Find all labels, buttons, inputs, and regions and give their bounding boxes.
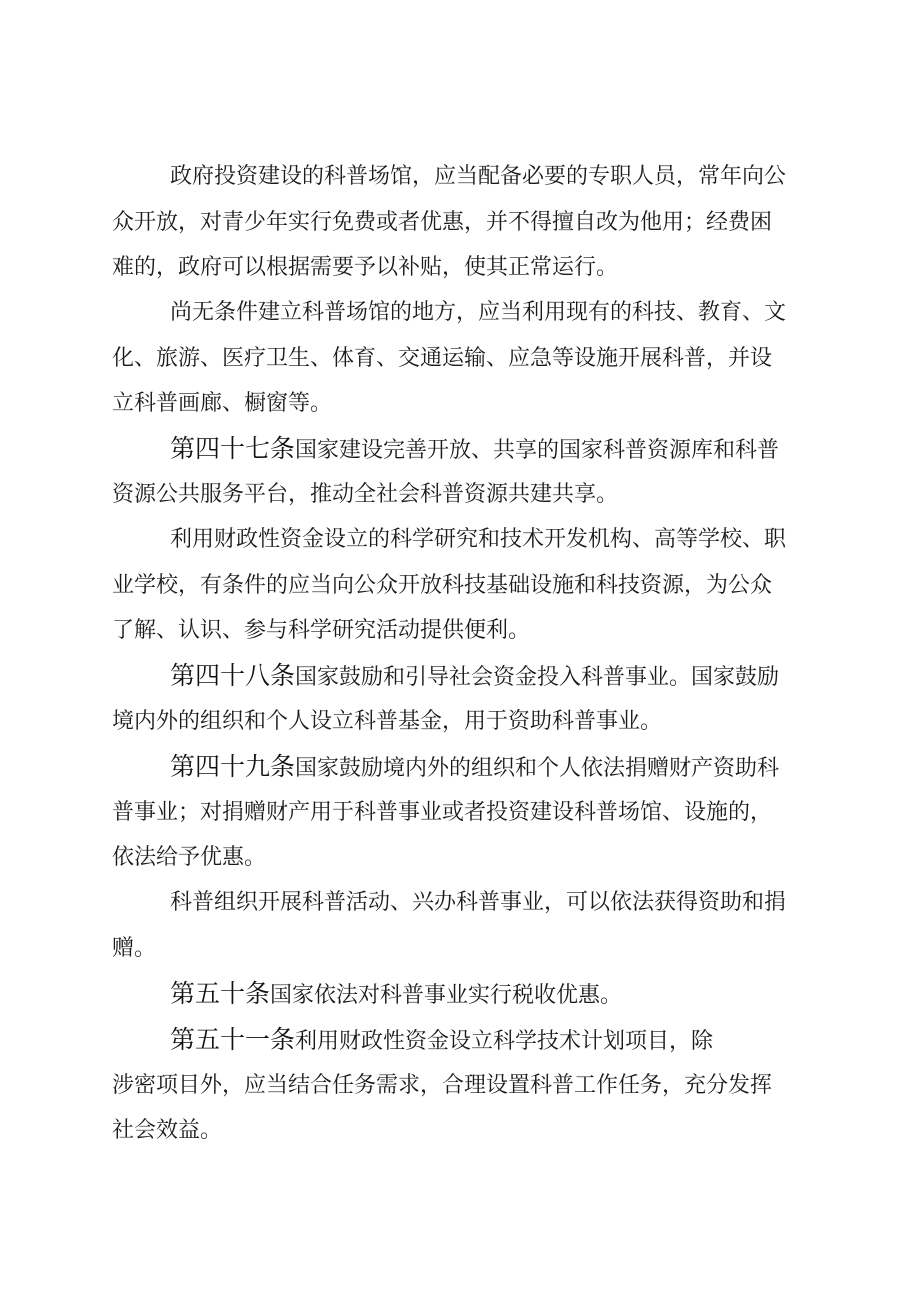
text-line: 境内外的组织和个人设立科普基金，用于资助科普事业。 [112,709,663,734]
text-line: 国家鼓励和引导社会资金投入科普事业。国家鼓励 [295,665,780,690]
text-line: 了解、认识、参与科学研究活动提供便利。 [112,618,531,643]
text-line: 国家建设完善开放、共享的国家科普资源库和科普 [295,438,780,463]
text-line: 国家鼓励境内外的组织和个人依法捐赠财产资助科 [295,756,780,781]
text-line: 依法给予优惠。 [112,845,267,870]
text-line: 赠。 [112,936,157,961]
text-line: 普事业；对捐赠财产用于科普事业或者投资建设科普场馆、设施的， [112,800,773,825]
text-line: 利用财政性资金设立的科学研究和技术开发机构、高等学校、职 [170,527,787,552]
text-line: 科普组织开展科普活动、兴办科普事业，可以依法获得资助和捐 [170,890,787,915]
article-heading: 第五十一条 [170,1025,296,1054]
text-line: 涉密项目外，应当结合任务需求，合理设置科普工作任务，充分发挥 [112,1073,773,1098]
text-line: 国家依法对科普事业实行税收优惠。 [270,983,623,1008]
article-paragraph [170,1025,713,1057]
text-line: 立科普画廊、橱窗等。 [112,391,333,416]
article-paragraph [170,752,779,784]
text-line: 化、旅游、医疗卫生、体育、交通运输、应急等设施开展科普，并设 [112,346,773,371]
article-heading: 第四十七条 [170,434,296,463]
article-paragraph [170,434,779,466]
text-line: 难的，政府可以根据需要予以补贴，使其正常运行。 [112,255,619,280]
text-line: 政府投资建设的科普场馆，应当配备必要的专职人员，常年向公 [170,164,787,189]
text-line: 众开放，对青少年实行免费或者优惠，并不得擅自改为他用；经费困 [112,210,773,235]
text-line: 资源公共服务平台，推动全社会科普资源共建共享。 [112,482,619,507]
text-line: 尚无条件建立科普场馆的地方，应当利用现有的科技、教育、文 [170,300,787,325]
article-heading: 第五十条 [170,979,271,1008]
article-paragraph [170,979,622,1011]
article-heading: 第四十九条 [170,752,296,781]
article-paragraph [170,661,779,693]
text-line: 利用财政性资金设立科学技术计划项目，除 [295,1029,714,1054]
article-heading: 第四十八条 [170,661,296,690]
text-line: 社会效益。 [112,1118,223,1143]
text-line: 业学校，有条件的应当向公众开放科技基础设施和科技资源，为公众 [112,573,773,598]
